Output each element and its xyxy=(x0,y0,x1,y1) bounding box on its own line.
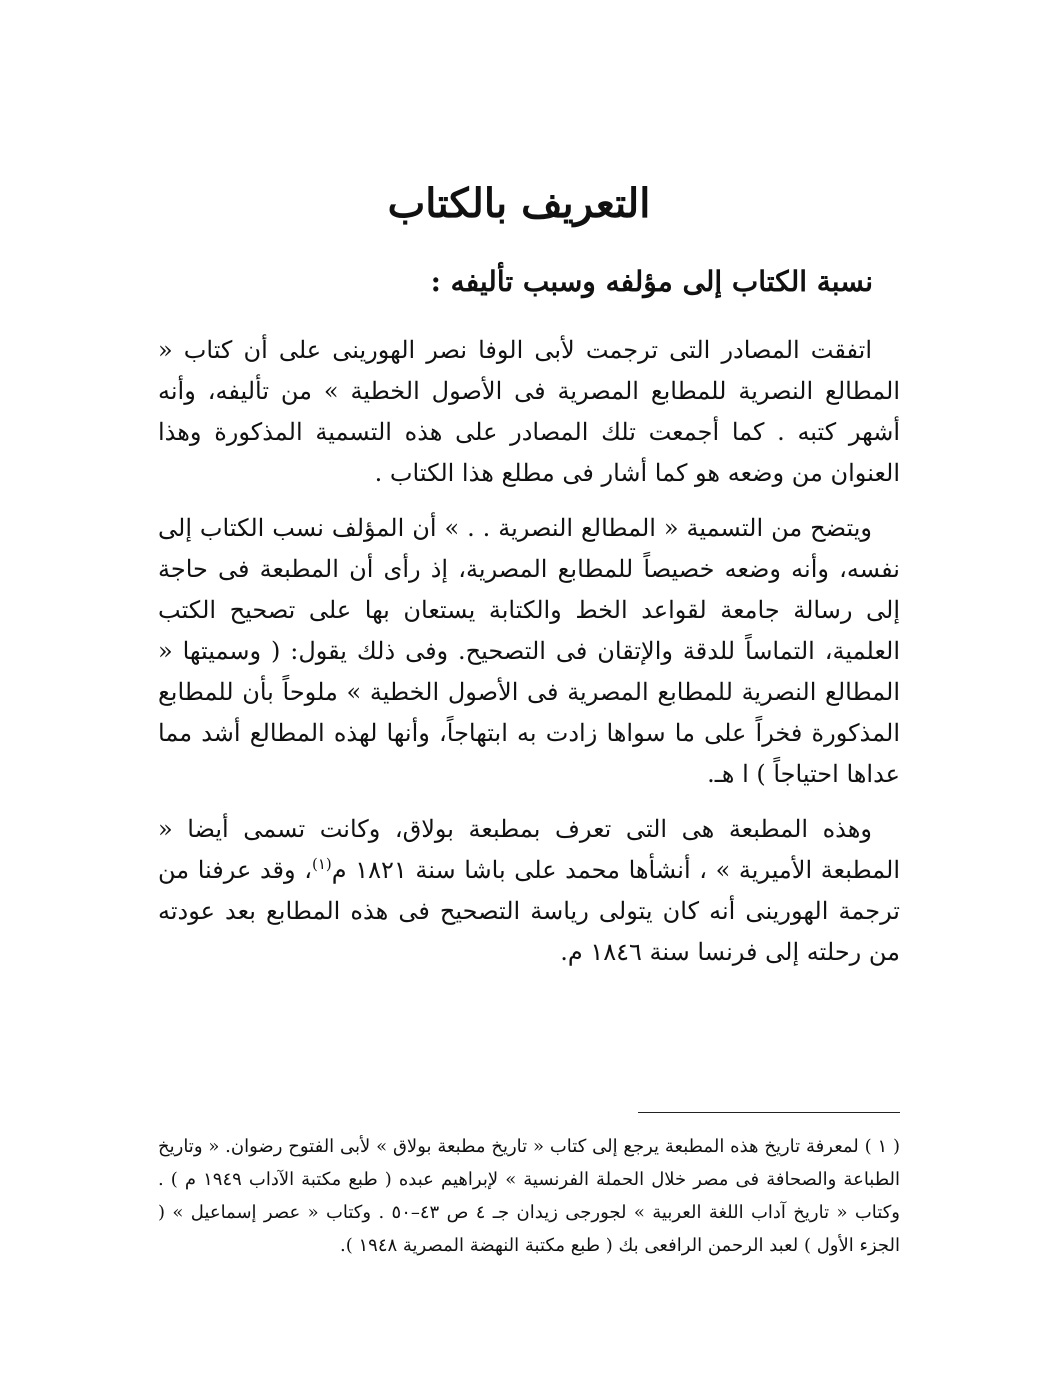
page-title: التعريف بالكتاب xyxy=(387,180,651,227)
footnote-reference: (١) xyxy=(311,855,332,873)
paragraph-3 xyxy=(158,809,900,973)
paragraph-1: اتفقت المصادر التى ترجمت لأبى الوفا نصر الهورينى على أن كتاب « المطالع النصرية للمطابع المصرية فى الأصول الخطية » من تأليفه، وأنه أشهر كتبه . كما أجمعت تلك المصادر على هذه التسمية المذكورة وهذا العنوان من وضعه هو كما أشار فى مطلع هذا الكتاب . xyxy=(158,336,900,487)
footnote-divider xyxy=(638,1112,900,1113)
footnote: ( ١ ) لمعرفة تاريخ هذه المطبعة يرجع إلى كتاب « تاريخ مطبعة بولاق » لأبى الفتوح رضوان. « وتاريخ الطباعة والصحافة فى مصر خلال الحملة الفرنسية » لإبراهيم عبده ( طبع مكتبة الآداب ١٩٤٩ م ) . وكتاب « تاريخ آداب اللغة العربية » لجورجى زيدان جـ ٤ ص ٤٣–٥٠ . وكتاب « عصر إسماعيل » ( الجزء الأول ) لعبد الرحمن الرافعى بك ( طبع مكتبة النهضة المصرية ١٩٤٨ ). xyxy=(158,1136,900,1256)
paragraph-2: ويتضح من التسمية « المطالع النصرية . . » أن المؤلف نسب الكتاب إلى نفسه، وأنه وضعه خصيصاً للمطابع المصرية، إذ رأى أن المطبعة فى حاجة إلى رسالة جامعة لقواعد الخط والكتابة يستعان بها على تصحيح الكتب العلمية، التماساً للدقة والإتقان فى التصحيح. وفى ذلك يقول: ( وسميتها « المطالع النصرية للمطابع المصرية فى الأصول الخطية » ملوحاً بأن للمطابع المذكورة فخراً على ما سواها زادت به ابتهاجاً، وأنها لهذه المطالع أشد مما عداها احتياجاً ) ا هـ. xyxy=(158,514,900,788)
section-heading: نسبة الكتاب إلى مؤلفه وسبب تأليفه : xyxy=(430,265,873,298)
body-text xyxy=(158,330,900,987)
paragraph-3-end: ، وقد عرفنا من ترجمة الهورينى أنه كان يتولى رياسة التصحيح فى هذه المطابع بعد عودته من رحلته إلى فرنسا سنة ١٨٤٦ م. xyxy=(158,856,900,966)
paragraph-3-start: وهذه المطبعة هى التى تعرف بمطبعة بولاق، وكانت تسمى أيضا « المطبعة الأميرية » ، أنشأها محمد على باشا سنة ١٨٢١ م xyxy=(158,815,900,884)
